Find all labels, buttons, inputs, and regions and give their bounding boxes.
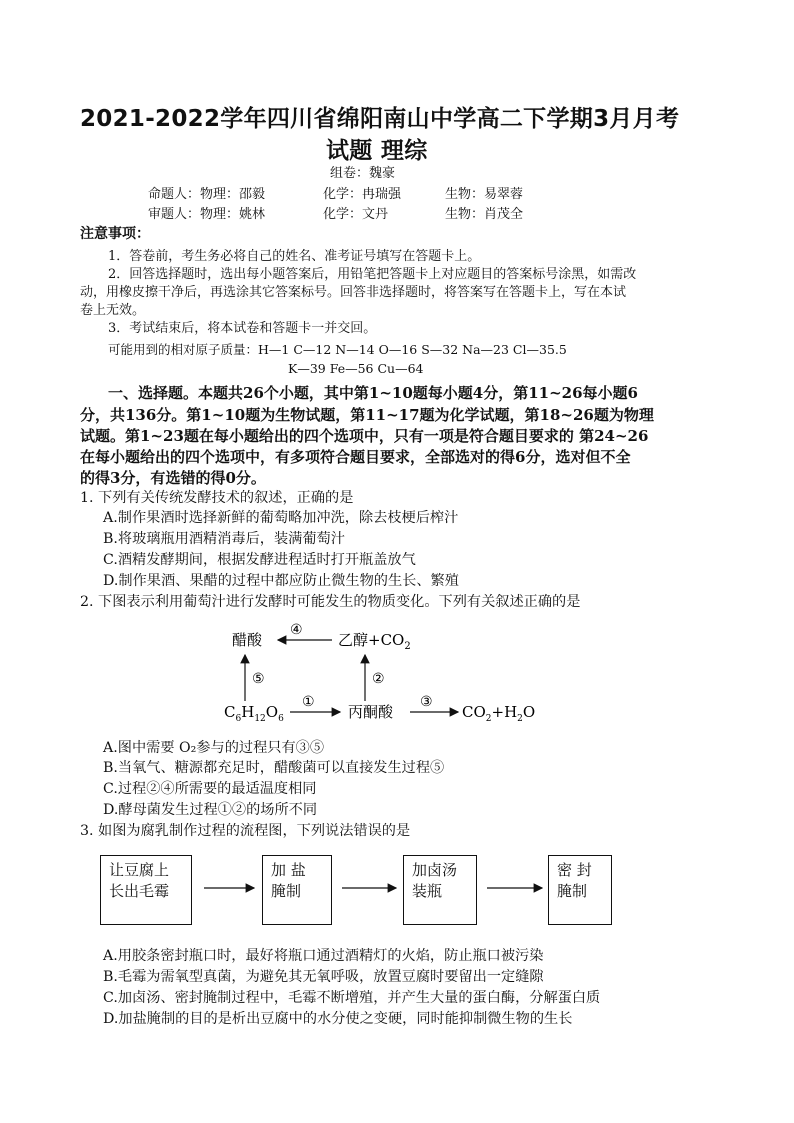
q2-option-b: B.当氧气、糖源都充足时，醋酸菌可以直接发生过程⑤ (103, 760, 445, 776)
note-3: 3．考试结束后，将本试卷和答题卡一并交回。 (108, 321, 377, 336)
flow-box-brine-bottling: 加卤汤 装瓶 (403, 855, 477, 925)
note-2-line2: 动，用橡皮擦干净后，再选涂其它答案标号。回答非选择题时，将答案写在答题卡上，写在本试 (80, 285, 627, 300)
reviewer-chemistry: 化学：文丹 (323, 207, 389, 222)
proposer-physics: 命题人：物理：邵毅 (148, 187, 266, 202)
q1-option-b: B.将玻璃瓶用酒精消毒后，装满葡萄汁 (103, 531, 345, 547)
section-instructions-line4: 在每小题给出的四个选项中，有多项符合题目要求，全部选对的得6分，选对但不全 (80, 448, 631, 466)
step-4-label: ④ (290, 622, 303, 638)
flow-box-salting: 加 盐 腌制 (262, 855, 332, 925)
step-5-label: ⑤ (252, 671, 265, 687)
note-2-line1: 2．回答选择题时，选出每小题答案后，用铅笔把答题卡上对应题目的答案标号涂黑，如需改 (108, 267, 637, 282)
pyruvate-node: 丙酮酸 (348, 703, 394, 721)
reviewer-physics: 审题人：物理：姚林 (148, 207, 266, 222)
acetic-acid-node: 醋酸 (232, 631, 263, 649)
flow-arrows (192, 878, 552, 898)
section-instructions-line5: 的得3分，有选错的得0分。 (80, 469, 266, 487)
q2-stem: 2. 下图表示利用葡萄汁进行发酵时可能发生的物质变化。下列有关叙述正确的是 (80, 594, 581, 610)
notes-heading: 注意事项： (80, 226, 150, 242)
note-1: 1．答卷前，考生务必将自己的姓名、准考证号填写在答题卡上。 (108, 249, 481, 264)
section-instructions-line1: 一、选择题。本题共26个小题，其中第1~10题每小题4分，第11~26每小题6 (108, 384, 638, 402)
glucose-node: $C_6H_{12}O_6$ (224, 703, 284, 724)
q3-option-b: B.毛霉为需氧型真菌，为避免其无氧呼吸，放置豆腐时要留出一定缝隙 (103, 969, 544, 985)
step-3-label: ③ (420, 694, 433, 710)
atomic-masses-line1: 可能用到的相对原子质量：H—1 C—12 N—14 O—16 S—32 Na—23 Cl—35.5 (108, 342, 567, 357)
atomic-masses-line2: K—39 Fe—56 Cu—64 (288, 361, 424, 376)
section-instructions-line3: 试题。第1~23题在每小题给出的四个选项中，只有一项是符合题目要求的 第24~26 (80, 427, 649, 445)
note-2-line3: 卷上无效。 (80, 303, 146, 318)
step-2-label: ② (372, 671, 385, 687)
co2-water-node: $CO_2+H_2O$ (462, 703, 536, 724)
proposer-chemistry: 化学：冉瑞强 (323, 187, 402, 202)
exam-title-line2: 试题 理综 (326, 138, 428, 164)
q2-option-d: D.酵母菌发生过程①②的场所不同 (103, 802, 318, 818)
q2-option-a: A.图中需要 O₂参与的过程只有③⑤ (103, 740, 325, 756)
q1-option-a: A.制作果酒时选择新鲜的葡萄略加冲洗，除去枝梗后榨汁 (103, 510, 459, 526)
compiler-line: 组卷：魏豪 (330, 166, 396, 181)
step-1-label: ① (302, 694, 315, 710)
q3-stem: 3. 如图为腐乳制作过程的流程图，下列说法错误的是 (80, 823, 411, 839)
flow-box-mold-growth: 让豆腐上 长出毛霉 (100, 855, 192, 925)
flow-box-sealing: 密 封 腌制 (548, 855, 612, 925)
q1-option-d: D.制作果酒、果醋的过程中都应防止微生物的生长、繁殖 (103, 573, 459, 589)
fermentation-pathway-diagram (220, 615, 550, 735)
q3-option-c: C.加卤汤、密封腌制过程中，毛霉不断增殖，并产生大量的蛋白酶，分解蛋白质 (103, 990, 601, 1006)
q2-option-c: C.过程②④所需要的最适温度相同 (103, 781, 317, 797)
ethanol-co2-node: 乙醇$+CO_2$ (338, 631, 411, 652)
reviewer-biology: 生物：肖茂全 (445, 207, 524, 222)
q1-option-c: C.酒精发酵期间，根据发酵进程适时打开瓶盖放气 (103, 552, 416, 568)
q3-option-d: D.加盐腌制的目的是析出豆腐中的水分使之变硬，同时能抑制微生物的生长 (103, 1011, 573, 1027)
section-instructions-line2: 分，共136分。第1~10题为生物试题，第11~17题为化学试题，第18~26题为物理 (80, 406, 654, 424)
q3-option-a: A.用胶条密封瓶口时，最好将瓶口通过酒精灯的火焰，防止瓶口被污染 (103, 948, 544, 964)
exam-title-line1: 2021-2022学年四川省绵阳南山中学高二下学期3月月考 (80, 106, 680, 132)
proposer-biology: 生物：易翠蓉 (445, 187, 524, 202)
q1-stem: 1. 下列有关传统发酵技术的叙述，正确的是 (80, 490, 354, 506)
